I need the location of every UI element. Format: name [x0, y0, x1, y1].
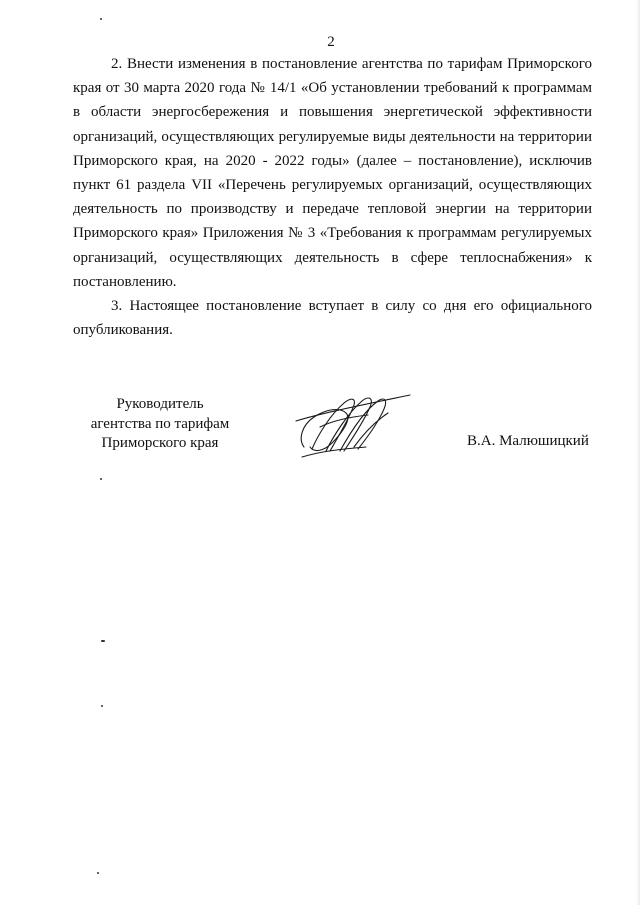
document-body — [73, 52, 592, 342]
signer-position — [80, 395, 240, 454]
paragraph-item-3: 3. Настоящее постановление вступает в силу со дня его официального опубликования. — [73, 298, 592, 339]
signer-name: В.А. Малюшицкий — [467, 433, 589, 449]
signer-position-line: агентства по тарифам — [90, 415, 230, 432]
signer-position-line: Руководитель — [116, 396, 204, 412]
signature-block — [0, 395, 640, 475]
page-number: 2 — [327, 34, 335, 50]
handwritten-signature — [292, 387, 414, 461]
scan-speck — [101, 705, 103, 707]
signer-position-line: Приморского края — [101, 435, 219, 451]
scan-speck — [100, 18, 102, 20]
scan-speck — [101, 640, 105, 642]
scan-speck — [97, 872, 99, 874]
scan-speck — [100, 478, 102, 480]
paragraph-item-2: 2. Внести изменения в постановление агентства по тарифам Приморского края от 30 марта 2020 года № 14/1 «Об установлении требований к программам в области энергосбережения и повышения энергетической эффективности организаций, осуществляющих регулируемые виды деятельности на территории Приморского края, на 2020 - 2022 годы» (далее – постановление), исключив пункт 61 раздела VII «Перечень регулируемых организаций, осуществляющих деятельность по производству и передаче тепловой энергии на территории Приморского края» Приложения № 3 «Требования к программам регулируемых организаций, осуществляющих деятельность в сфере теплоснабжения» к постановлению. — [73, 56, 592, 290]
scan-edge-shadow — [636, 0, 640, 905]
